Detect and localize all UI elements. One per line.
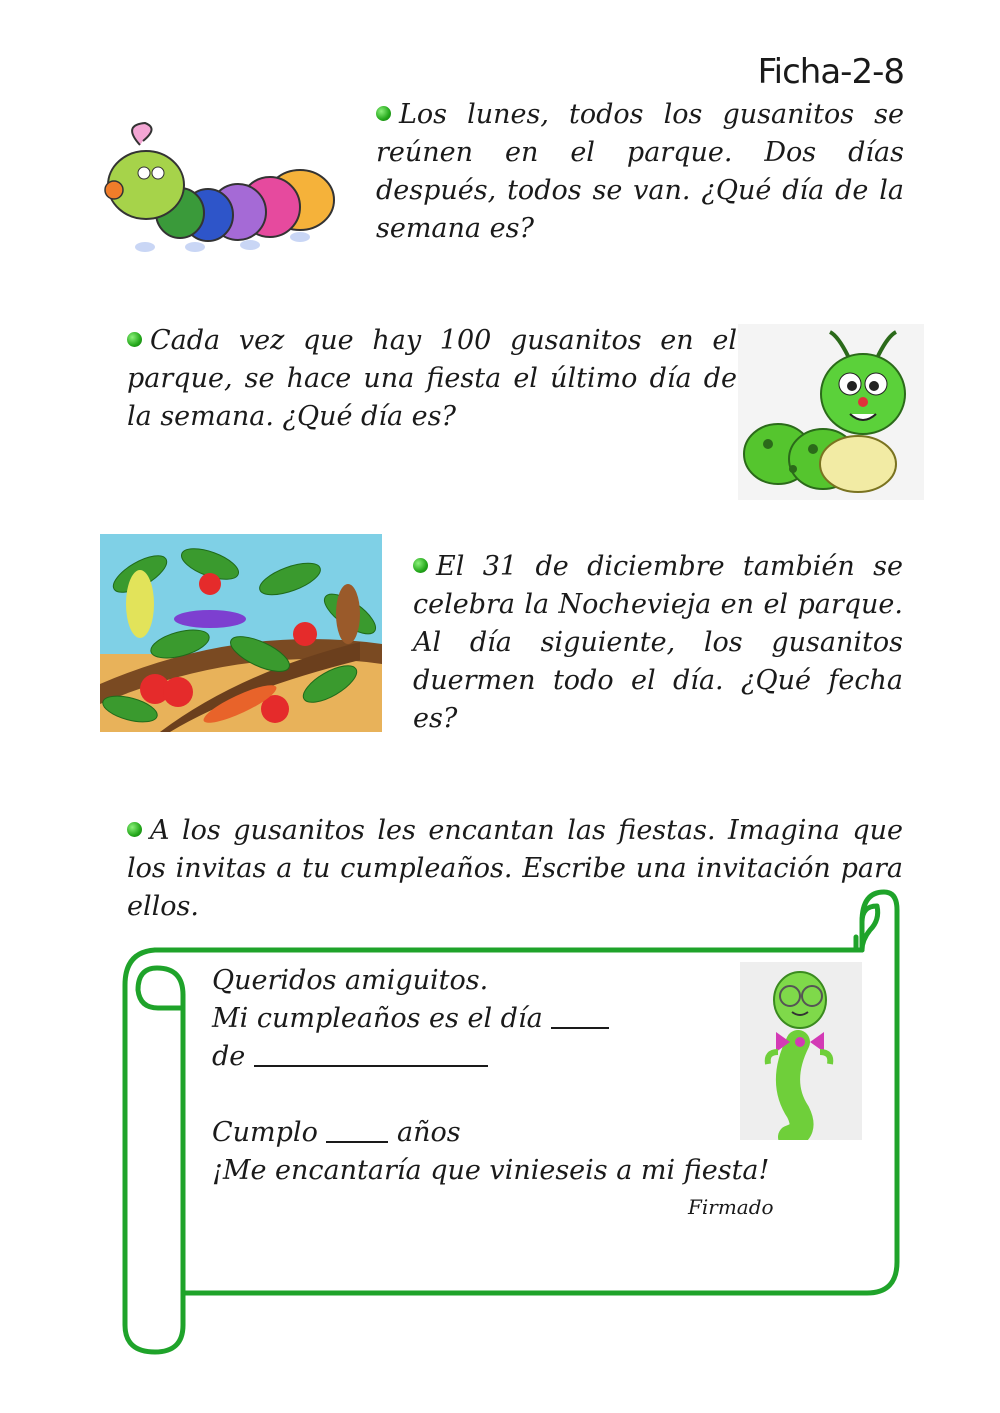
question-2-text: Cada vez que hay 100 gusanitos en el parque, se hace una fiesta el último día de la semana. ¿Qué día es?: [127, 325, 737, 432]
signed-label: Firmado: [688, 1195, 774, 1219]
question-1-text: Los lunes, todos los gusanitos se reúnen en el parque. Dos días después, todos se van. ¿Qué día de la semana es?: [376, 99, 904, 244]
page-title: Ficha-2-8: [757, 52, 904, 92]
day-blank[interactable]: [551, 1003, 609, 1029]
month-blank[interactable]: [254, 1041, 488, 1067]
invitation-greeting: Queridos amiguitos.: [212, 965, 489, 996]
age-label-start: Cumplo: [212, 1117, 318, 1148]
invitation-month-line: [212, 1038, 772, 1076]
invitation-age-line: [212, 1114, 772, 1152]
month-label: de: [212, 1041, 246, 1072]
invitation-birthday-line: [212, 1000, 772, 1038]
age-label-end: años: [397, 1117, 461, 1148]
invitation-invite-line: ¡Me encantaría que vinieseis a mi fiesta!: [212, 1155, 770, 1186]
worm-with-glasses-illustration: [740, 962, 862, 1140]
question-4-text: A los gusanitos les encantan las fiestas. Imagina que los invitas a tu cumpleaños. Escribe una invitación para ellos.: [127, 815, 903, 922]
birthday-label: Mi cumpleaños es el día: [212, 1003, 543, 1034]
invitation-body: [212, 962, 772, 1190]
age-blank[interactable]: [326, 1117, 388, 1143]
question-3-text: El 31 de diciembre también se celebra la Nochevieja en el parque. Al día siguiente, los gusanitos duermen todo el día. ¿Qué fecha es?: [413, 551, 903, 734]
